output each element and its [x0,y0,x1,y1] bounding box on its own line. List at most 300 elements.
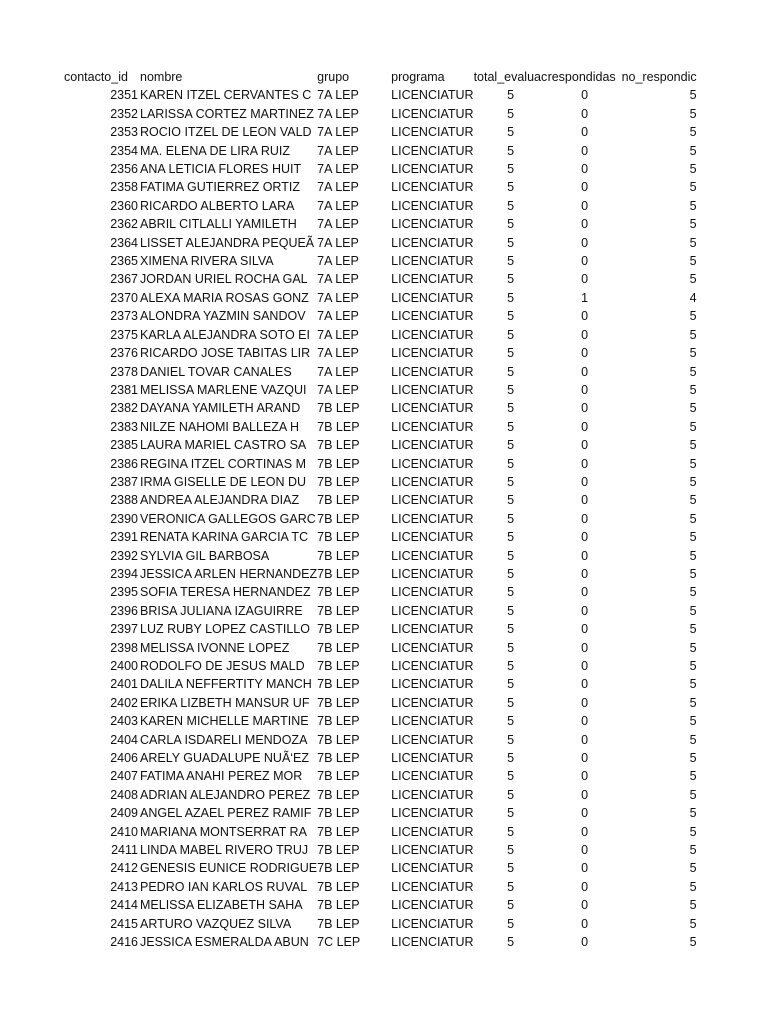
cell-programa: LICENCIATUR [391,695,474,710]
cell-total-evaluaciones: 5 [507,346,515,361]
cell-programa: LICENCIATUR [391,732,474,747]
cell-total-evaluaciones: 5 [507,659,515,673]
cell-programa: LICENCIATUR [391,493,474,508]
cell-grupo: 7A LEP [317,180,359,195]
cell-no-respondidas: 5 [689,382,697,397]
cell-no-respondidas: 5 [689,235,697,250]
cell-grupo: 7B LEP [317,511,360,526]
cell-programa: LICENCIATUR [391,290,474,305]
cell-respondidas: 0 [581,548,589,563]
cell-nombre: FATIMA GUTIERREZ ORTIZ [140,180,300,195]
cell-respondidas: 0 [581,511,589,526]
table-row [64,307,705,325]
cell-grupo: 7B LEP [317,419,360,434]
cell-nombre: PEDRO IAN KARLOS RUVAL [140,879,308,894]
cell-total-evaluaciones: 5 [507,474,515,489]
cell-grupo: 7B LEP [317,640,360,655]
cell-respondidas: 0 [581,180,589,195]
cell-contacto-id: 2416 [110,935,138,950]
cell-grupo: 7B LEP [317,861,360,876]
cell-contacto-id: 2352 [110,106,138,121]
cell-grupo: 7B LEP [317,916,360,931]
cell-respondidas: 0 [581,456,589,471]
cell-total-evaluaciones: 5 [507,548,515,563]
cell-programa: LICENCIATUR [391,143,474,158]
table-row [64,252,705,270]
cell-no-respondidas: 5 [689,511,697,526]
cell-nombre: ROCIO ITZEL DE LEON VALD [140,125,312,140]
cell-no-respondidas: 5 [689,419,697,434]
cell-no-respondidas: 5 [689,585,697,600]
cell-nombre: ERIKA LIZBETH MANSUR UF [140,695,310,710]
cell-no-respondidas: 5 [689,401,697,416]
cell-contacto-id: 2360 [110,198,138,213]
cell-contacto-id: 2404 [110,732,138,747]
cell-no-respondidas: 5 [689,787,697,802]
cell-total-evaluaciones: 5 [507,916,515,931]
cell-programa: LICENCIATUR [391,566,474,581]
table-row [64,565,705,583]
cell-programa: LICENCIATUR [391,879,474,894]
cell-contacto-id: 2390 [110,511,138,526]
cell-nombre: RENATA KARINA GARCIA TC [140,530,309,545]
table-body [64,86,705,951]
cell-total-evaluaciones: 5 [507,143,515,158]
header-grupo: grupo [317,70,350,84]
table-row [64,804,705,822]
data-table [64,68,705,952]
cell-contacto-id: 2409 [110,806,138,821]
cell-programa: LICENCIATUR [391,787,474,802]
cell-grupo: 7B LEP [317,474,360,489]
cell-nombre: LINDA MABEL RIVERO TRUJ [140,843,309,858]
cell-respondidas: 0 [581,898,589,913]
table-row [64,841,705,859]
cell-programa: LICENCIATUR [391,106,474,121]
cell-total-evaluaciones: 5 [507,769,515,784]
cell-contacto-id: 2383 [110,419,138,434]
cell-no-respondidas: 5 [689,474,697,489]
cell-respondidas: 0 [581,143,589,158]
table-row [64,620,705,638]
cell-respondidas: 0 [581,566,589,581]
cell-contacto-id: 2356 [110,162,138,177]
cell-nombre: JESSICA ESMERALDA ABUN [140,935,309,950]
cell-total-evaluaciones: 5 [507,272,515,287]
cell-nombre: RICARDO JOSE TABITAS LIR [140,346,311,361]
cell-contacto-id: 2398 [110,640,138,655]
cell-programa: LICENCIATUR [391,327,474,342]
table-row [64,712,705,730]
cell-nombre: MA. ELENA DE LIRA RUIZ [140,143,291,158]
header-contacto-id: contacto_id [64,70,128,84]
cell-no-respondidas: 5 [689,916,697,931]
cell-total-evaluaciones: 5 [507,125,515,140]
cell-contacto-id: 2365 [110,254,138,269]
table-row [64,344,705,362]
cell-contacto-id: 2362 [110,217,138,232]
cell-programa: LICENCIATUR [391,548,474,563]
cell-programa: LICENCIATUR [391,235,474,250]
cell-total-evaluaciones: 5 [507,622,515,637]
cell-contacto-id: 2382 [110,401,138,416]
cell-total-evaluaciones: 5 [507,235,515,250]
cell-nombre: ADRIAN ALEJANDRO PEREZ [140,787,311,802]
cell-grupo: 7B LEP [317,585,360,600]
cell-contacto-id: 2386 [110,456,138,471]
cell-no-respondidas: 5 [689,677,697,692]
cell-nombre: ALEXA MARIA ROSAS GONZ [140,290,309,305]
cell-no-respondidas: 5 [689,695,697,710]
cell-programa: LICENCIATUR [391,272,474,287]
cell-no-respondidas: 5 [689,346,697,361]
table-row [64,749,705,767]
header-total-evaluaciones: total_evaluac [473,70,548,84]
cell-programa: LICENCIATUR [391,603,474,618]
cell-respondidas: 0 [581,677,589,692]
cell-respondidas: 0 [581,254,589,269]
cell-contacto-id: 2397 [110,622,138,637]
cell-respondidas: 0 [581,714,589,729]
cell-grupo: 7B LEP [317,732,360,747]
cell-nombre: SOFIA TERESA HERNANDEZ [140,585,311,600]
cell-grupo: 7B LEP [317,603,360,618]
cell-contacto-id: 2367 [110,272,138,287]
cell-respondidas: 0 [581,879,589,894]
cell-grupo: 7B LEP [317,566,360,581]
table-row [64,915,705,933]
table-row [64,473,705,491]
cell-no-respondidas: 5 [689,548,697,563]
cell-contacto-id: 2387 [110,474,138,489]
header-programa: programa [391,70,445,84]
cell-nombre: ANDREA ALEJANDRA DIAZ [140,493,300,508]
cell-total-evaluaciones: 5 [507,511,515,526]
table-row [64,399,705,417]
cell-grupo: 7A LEP [317,382,359,397]
cell-programa: LICENCIATUR [391,438,474,453]
cell-programa: LICENCIATUR [391,162,474,177]
cell-programa: LICENCIATUR [391,382,474,397]
cell-contacto-id: 2392 [110,548,138,563]
cell-no-respondidas: 5 [689,106,697,121]
cell-nombre: ARTURO VAZQUEZ SILVA [140,916,292,931]
cell-programa: LICENCIATUR [391,88,474,103]
cell-no-respondidas: 5 [689,217,697,232]
cell-no-respondidas: 5 [689,143,697,158]
cell-contacto-id: 2353 [110,125,138,140]
cell-total-evaluaciones: 5 [507,714,515,729]
cell-grupo: 7B LEP [317,677,360,692]
cell-programa: LICENCIATUR [391,861,474,876]
cell-total-evaluaciones: 5 [507,419,515,434]
cell-contacto-id: 2406 [110,751,138,766]
table-row [64,583,705,601]
cell-grupo: 7A LEP [317,327,359,342]
cell-total-evaluaciones: 5 [507,438,515,453]
cell-no-respondidas: 5 [689,640,697,655]
cell-grupo: 7A LEP [317,198,359,213]
cell-total-evaluaciones: 5 [507,861,515,876]
cell-contacto-id: 2385 [110,438,138,453]
cell-grupo: 7A LEP [317,217,359,232]
table-row [64,731,705,749]
cell-grupo: 7A LEP [317,364,359,379]
cell-grupo: 7A LEP [317,162,359,177]
cell-total-evaluaciones: 5 [507,530,515,545]
cell-programa: LICENCIATUR [391,198,474,213]
cell-respondidas: 0 [581,493,589,508]
table-row [64,510,705,528]
cell-no-respondidas: 5 [689,327,697,342]
cell-grupo: 7B LEP [317,769,360,784]
cell-contacto-id: 2391 [110,530,138,545]
cell-grupo: 7A LEP [317,235,359,250]
cell-respondidas: 0 [581,861,589,876]
cell-nombre: IRMA GISELLE DE LEON DU [140,474,307,489]
cell-total-evaluaciones: 5 [507,309,515,324]
cell-contacto-id: 2412 [110,861,138,876]
cell-contacto-id: 2373 [110,309,138,324]
cell-programa: LICENCIATUR [391,585,474,600]
cell-contacto-id: 2411 [111,843,138,858]
cell-no-respondidas: 5 [689,125,697,140]
cell-programa: LICENCIATUR [391,622,474,637]
cell-respondidas: 0 [581,235,589,250]
cell-no-respondidas: 5 [689,364,697,379]
cell-programa: LICENCIATUR [391,677,474,692]
cell-no-respondidas: 5 [689,769,697,784]
cell-no-respondidas: 5 [689,456,697,471]
cell-grupo: 7B LEP [317,438,360,453]
cell-programa: LICENCIATUR [391,530,474,545]
cell-nombre: LARISSA CORTEZ MARTINEZ [140,106,314,121]
cell-nombre: ARELY GUADALUPE NUÃ‘EZ [140,751,310,766]
cell-total-evaluaciones: 5 [507,879,515,894]
table-row [64,694,705,712]
cell-programa: LICENCIATUR [391,843,474,858]
table-row [64,767,705,785]
cell-no-respondidas: 5 [689,438,697,453]
cell-respondidas: 0 [581,401,589,416]
cell-grupo: 7A LEP [317,309,359,324]
cell-nombre: XIMENA RIVERA SILVA [140,254,274,269]
cell-respondidas: 0 [581,346,589,361]
cell-programa: LICENCIATUR [391,401,474,416]
cell-nombre: LAURA MARIEL CASTRO SA [140,438,307,453]
cell-respondidas: 0 [581,640,589,655]
cell-nombre: MELISSA IVONNE LOPEZ [140,640,290,655]
cell-programa: LICENCIATUR [391,714,474,729]
cell-contacto-id: 2415 [110,916,138,931]
cell-programa: LICENCIATUR [391,364,474,379]
cell-contacto-id: 2376 [110,346,138,361]
table-row [64,381,705,399]
cell-total-evaluaciones: 5 [507,898,515,913]
cell-grupo: 7C LEP [317,935,361,950]
table-row [64,455,705,473]
cell-contacto-id: 2381 [110,382,138,397]
cell-respondidas: 0 [581,438,589,453]
cell-total-evaluaciones: 5 [507,180,515,195]
cell-no-respondidas: 5 [689,806,697,821]
cell-nombre: MELISSA MARLENE VAZQUI [140,382,307,397]
cell-respondidas: 0 [581,806,589,821]
table-row [64,197,705,215]
cell-no-respondidas: 5 [689,935,697,950]
cell-programa: LICENCIATUR [391,474,474,489]
cell-total-evaluaciones: 5 [507,198,515,213]
cell-grupo: 7A LEP [317,143,359,158]
cell-no-respondidas: 5 [689,751,697,766]
cell-nombre: ANGEL AZAEL PEREZ RAMIF [140,806,312,821]
cell-contacto-id: 2358 [110,180,138,195]
cell-nombre: DALILA NEFFERTITY MANCH [140,677,312,692]
cell-nombre: RICARDO ALBERTO LARA [140,198,295,213]
cell-total-evaluaciones: 5 [507,364,515,379]
cell-no-respondidas: 4 [689,290,697,305]
cell-total-evaluaciones: 5 [507,751,515,766]
cell-no-respondidas: 5 [689,732,697,747]
cell-respondidas: 0 [581,327,589,342]
cell-no-respondidas: 5 [689,198,697,213]
cell-nombre: ALONDRA YAZMIN SANDOV [140,309,306,324]
cell-no-respondidas: 5 [689,714,697,729]
cell-contacto-id: 2351 [110,88,138,103]
cell-contacto-id: 2402 [110,695,138,710]
cell-nombre: FATIMA ANAHI PEREZ MOR [140,769,303,784]
cell-contacto-id: 2394 [110,566,138,581]
cell-grupo: 7A LEP [317,88,359,103]
cell-respondidas: 0 [581,695,589,710]
cell-grupo: 7B LEP [317,401,360,416]
table-row [64,675,705,693]
table-row [64,363,705,381]
table-row [64,289,705,307]
cell-respondidas: 0 [581,272,589,287]
cell-nombre: MARIANA MONTSERRAT RA [140,824,307,839]
table-row [64,215,705,233]
cell-nombre: GENESIS EUNICE RODRIGUE [140,861,318,876]
cell-no-respondidas: 5 [689,272,697,287]
cell-respondidas: 1 [581,290,589,305]
cell-total-evaluaciones: 5 [507,935,515,950]
cell-programa: LICENCIATUR [391,751,474,766]
cell-grupo: 7B LEP [317,751,360,766]
cell-contacto-id: 2388 [110,493,138,508]
table-row [64,142,705,160]
cell-programa: LICENCIATUR [391,456,474,471]
cell-contacto-id: 2396 [110,603,138,618]
cell-respondidas: 0 [581,382,589,397]
cell-nombre: MELISSA ELIZABETH SAHA [140,898,303,913]
cell-grupo: 7B LEP [317,695,360,710]
cell-grupo: 7A LEP [317,272,359,287]
cell-total-evaluaciones: 5 [507,88,515,103]
cell-nombre: BRISA JULIANA IZAGUIRRE [140,603,303,618]
cell-total-evaluaciones: 5 [507,787,515,802]
cell-respondidas: 0 [581,530,589,545]
cell-programa: LICENCIATUR [391,806,474,821]
header-row [64,68,705,86]
cell-programa: LICENCIATUR [391,898,474,913]
cell-programa: LICENCIATUR [391,935,474,950]
cell-nombre: JORDAN URIEL ROCHA GAL [140,272,308,287]
cell-nombre: NILZE NAHOMI BALLEZA H [140,419,300,434]
table-row [64,326,705,344]
cell-respondidas: 0 [581,787,589,802]
table-row [64,878,705,896]
table-row [64,418,705,436]
header-respondidas: respondidas [547,70,616,84]
cell-grupo: 7A LEP [317,125,359,140]
cell-contacto-id: 2408 [110,787,138,802]
cell-grupo: 7A LEP [317,106,359,121]
cell-total-evaluaciones: 5 [507,640,515,655]
cell-no-respondidas: 5 [689,843,697,858]
cell-respondidas: 0 [581,622,589,637]
cell-respondidas: 0 [581,88,589,103]
cell-total-evaluaciones: 5 [507,327,515,342]
cell-no-respondidas: 5 [689,254,697,269]
cell-respondidas: 0 [581,843,589,858]
cell-respondidas: 0 [581,585,589,600]
cell-no-respondidas: 5 [689,566,697,581]
cell-respondidas: 0 [581,364,589,379]
cell-programa: LICENCIATUR [391,769,474,784]
cell-total-evaluaciones: 5 [507,566,515,581]
cell-respondidas: 0 [581,935,589,950]
header-nombre: nombre [140,70,183,84]
cell-nombre: SYLVIA GIL BARBOSA [140,548,270,563]
cell-grupo: 7B LEP [317,456,360,471]
cell-nombre: CARLA ISDARELI MENDOZA [140,732,308,747]
cell-contacto-id: 2364 [110,235,138,250]
cell-respondidas: 0 [581,217,589,232]
cell-respondidas: 0 [581,125,589,140]
cell-nombre: JESSICA ARLEN HERNANDEZ [140,566,318,581]
cell-grupo: 7A LEP [317,346,359,361]
cell-no-respondidas: 5 [689,309,697,324]
table-row [64,657,705,675]
cell-respondidas: 0 [581,309,589,324]
table-row [64,639,705,657]
cell-nombre: LISSET ALEJANDRA PEQUEÃ [140,235,315,250]
cell-nombre: KAREN ITZEL CERVANTES C [140,88,312,103]
cell-grupo: 7B LEP [317,806,360,821]
table-row [64,160,705,178]
cell-nombre: DAYANA YAMILETH ARAND [140,401,301,416]
cell-nombre: VERONICA GALLEGOS GARC [140,511,316,526]
cell-total-evaluaciones: 5 [507,162,515,177]
cell-contacto-id: 2414 [110,898,138,913]
cell-grupo: 7B LEP [317,898,360,913]
cell-nombre: ANA LETICIA FLORES HUIT [140,162,302,177]
cell-grupo: 7B LEP [317,659,360,673]
table-row [64,896,705,914]
cell-no-respondidas: 5 [689,879,697,894]
cell-programa: LICENCIATUR [391,419,474,434]
cell-no-respondidas: 5 [689,898,697,913]
table-row [64,123,705,141]
cell-grupo: 7B LEP [317,530,360,545]
table-row [64,86,705,104]
cell-respondidas: 0 [581,419,589,434]
cell-nombre: LUZ RUBY LOPEZ CASTILLO [140,622,310,637]
cell-total-evaluaciones: 5 [507,732,515,747]
cell-programa: LICENCIATUR [391,824,474,839]
cell-contacto-id: 2410 [110,824,138,839]
